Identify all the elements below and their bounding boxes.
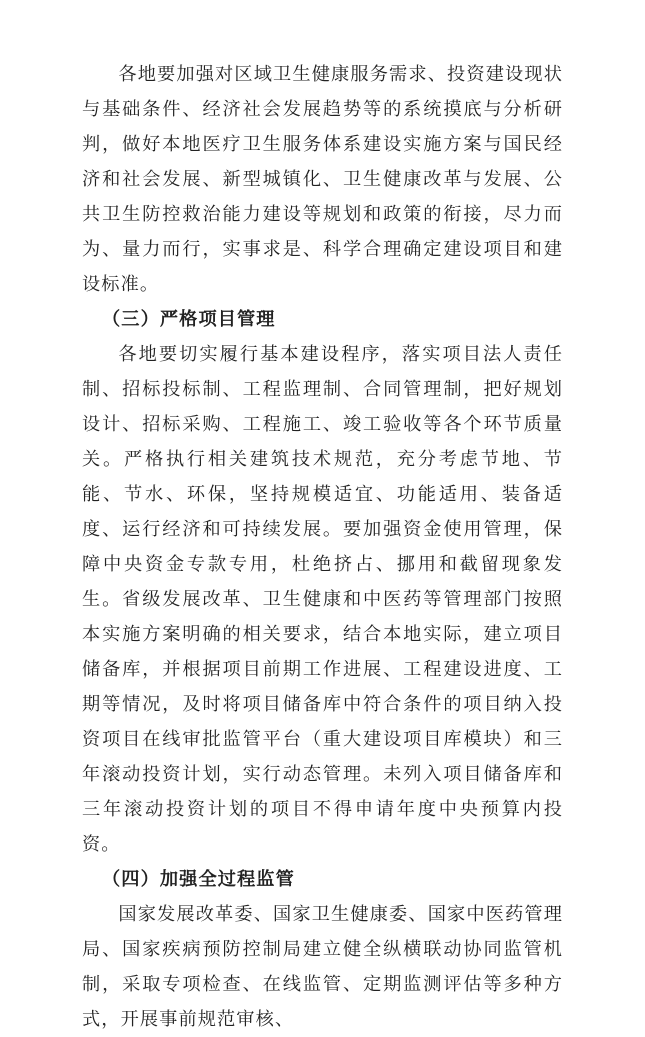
paragraph-supervision: 国家发展改革委、国家卫生健康委、国家中医药管理局、国家疾病预防控制局建立健全纵横联动协同监管机制，采取专项检查、在线监管、定期监测评估等多种方式，开展事前规范审核、 xyxy=(82,904,563,1030)
paragraph-project-management: 各地要切实履行基本建设程序，落实项目法人责任制、招标投标制、工程监理制、合同管理制，把好规划设计、招标采购、工程施工、竣工验收等各个环节质量关。严格执行相关建筑技术规范，充分考虑节地、节能、节水、环保，坚持规模适宜、功能适用、装备适度、运行经济和可持续发展。要加强资金使用管理，保障中央资金专款专用，杜绝挤占、挪用和截留现象发生。省级发展改革、卫生健康和中医药等管理部门按照本实施方案明确的相关要求，结合本地实际，建立项目储备库，并根据项目前期工作进展、工程建设进度、工期等情况，及时将项目储备库中符合条件的项目纳入投资项目在线审批监管平台（重大建设项目库模块）和三年滚动投资计划，实行动态管理。未列入项目储备库和三年滚动投资计划的项目不得申请年度中央预算内投资。 xyxy=(82,344,563,855)
section-heading-project-management: （三）严格项目管理 xyxy=(102,309,276,330)
paragraph-planning-coordination: 各地要加强对区域卫生健康服务需求、投资建设现状与基础条件、经济社会发展趋势等的系统摸底与分析研判，做好本地医疗卫生服务体系建设实施方案与国民经济和社会发展、新型城镇化、卫生健康改革与发展、公共卫生防控救治能力建设等规划和政策的衔接，尽力而为、量力而行，实事求是、科学合理确定建设项目和建设标准。 xyxy=(82,64,563,295)
section-heading-full-process-supervision: （四）加强全过程监管 xyxy=(102,869,295,890)
